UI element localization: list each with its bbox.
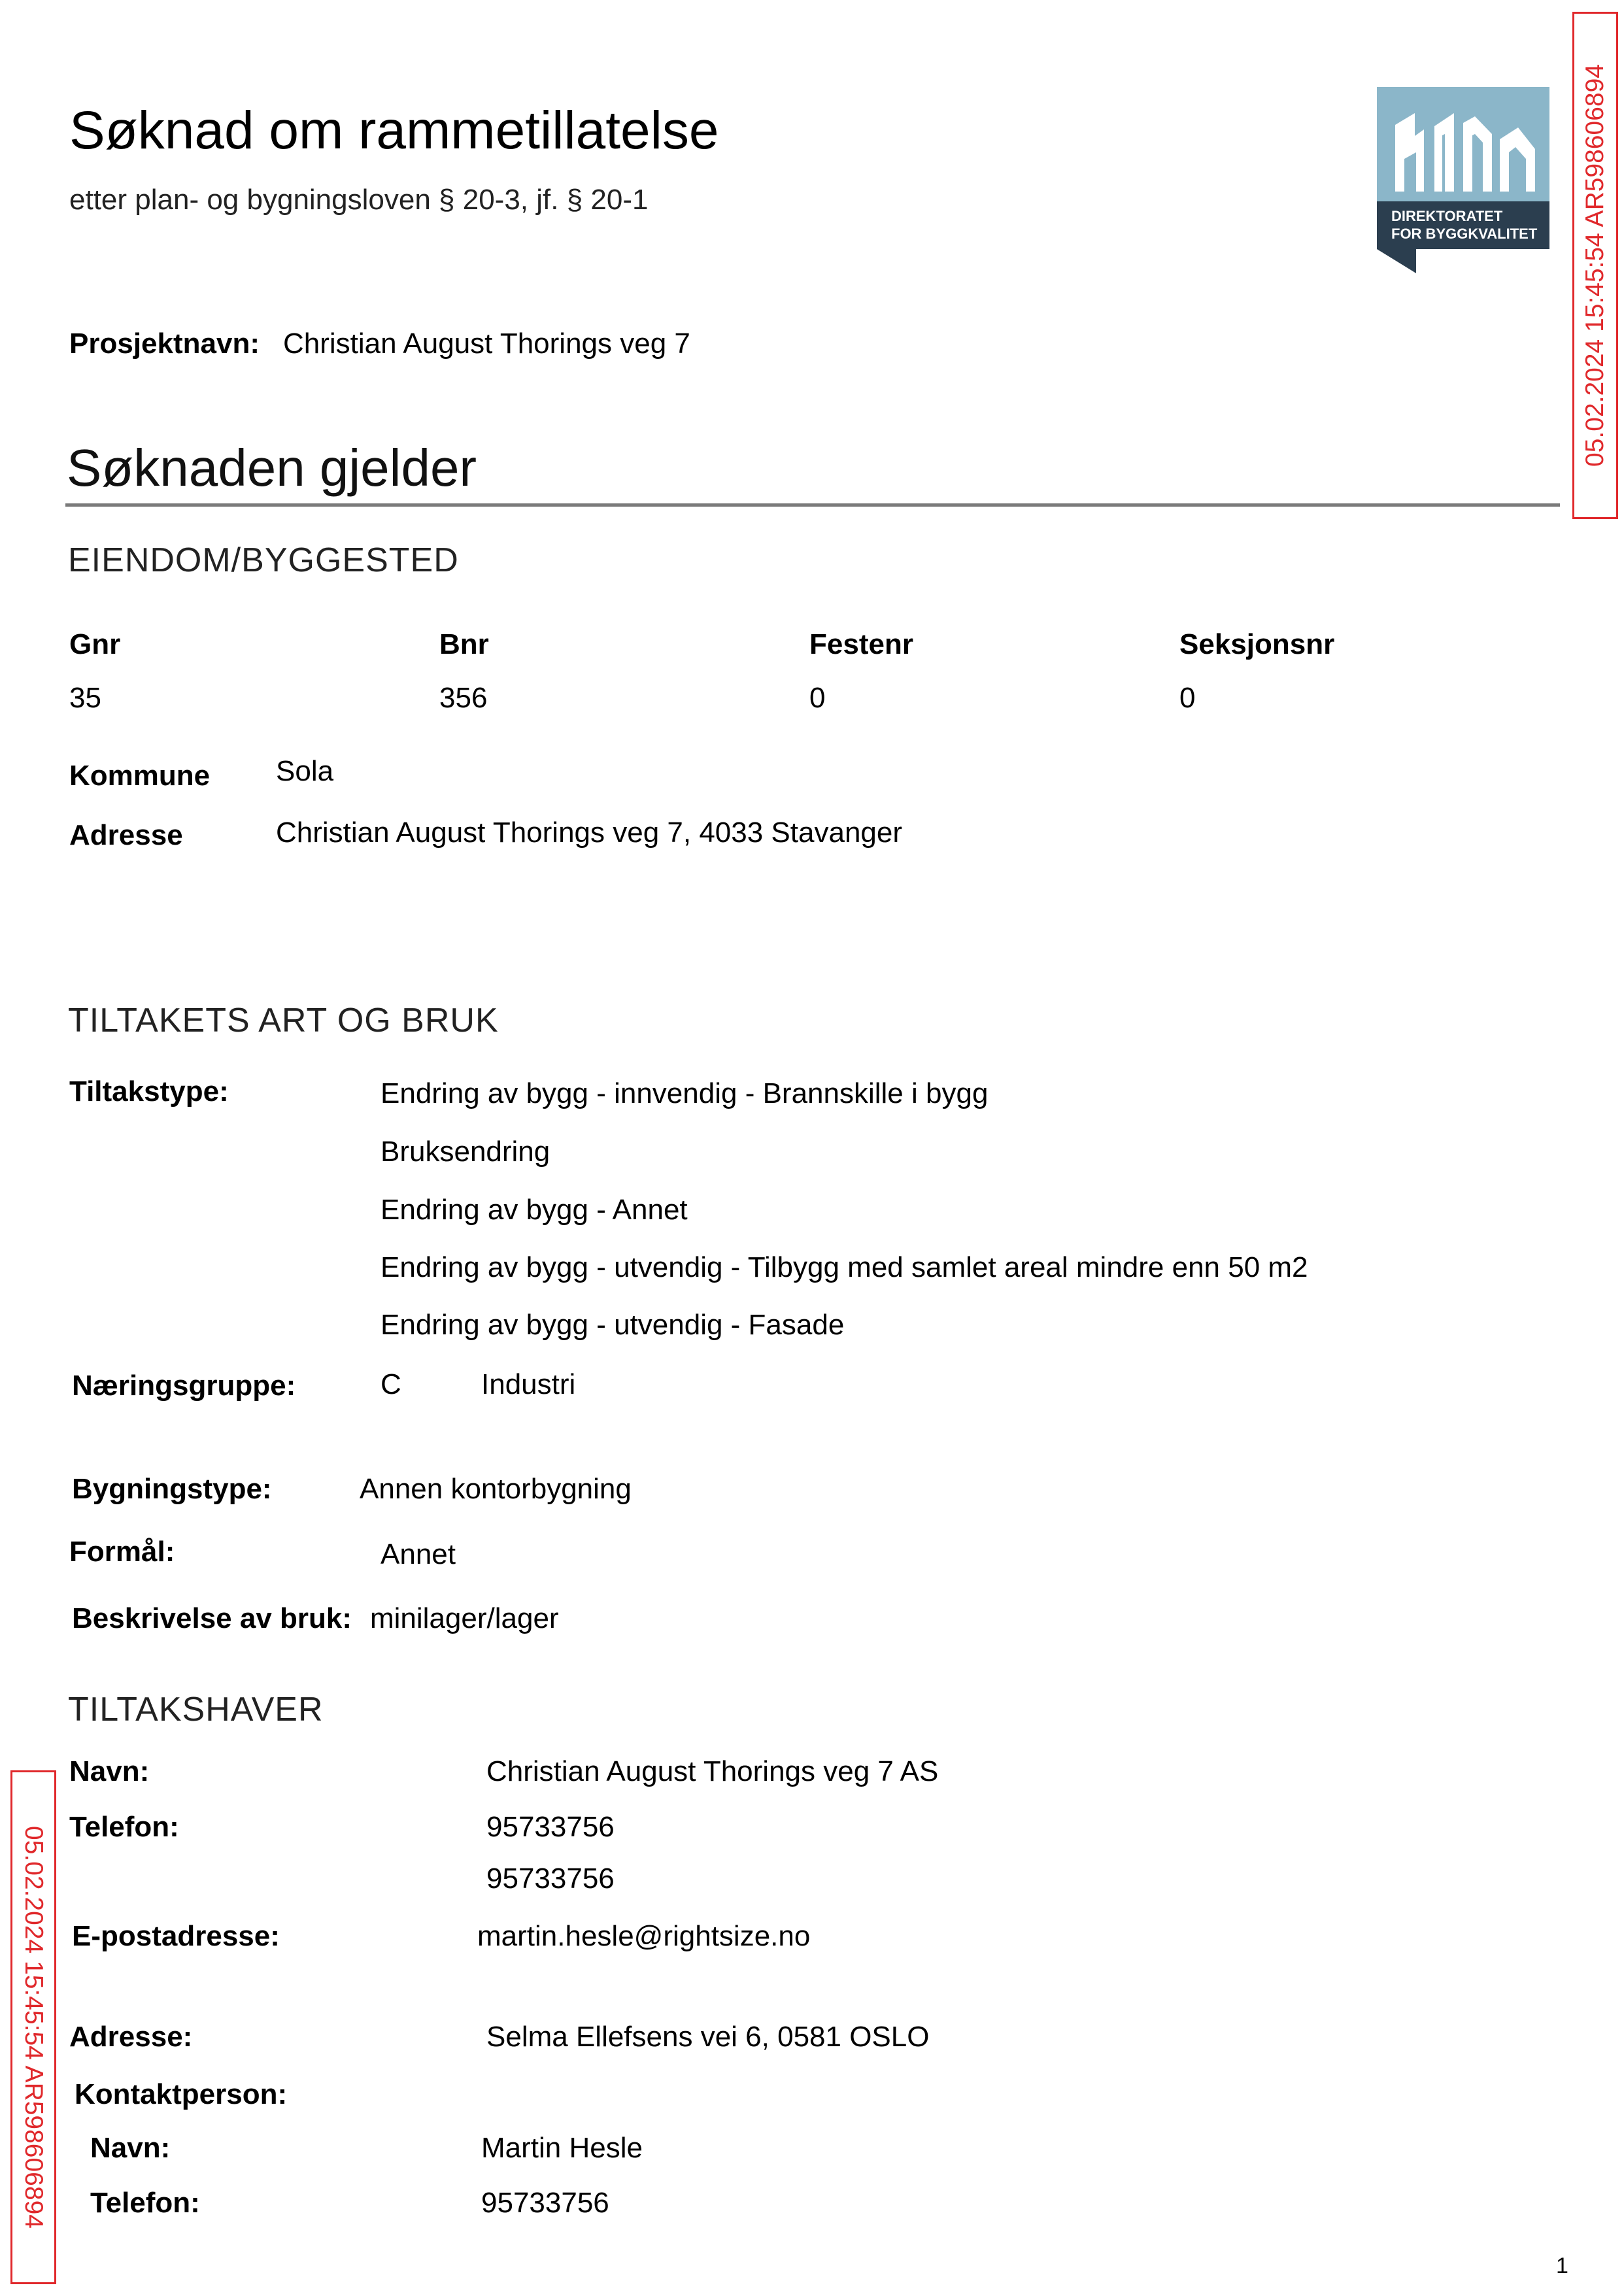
stamp-text-top: 05.02.2024 15:45:54 AR598606894	[1581, 64, 1609, 467]
project-name-value: Christian August Thorings veg 7	[283, 328, 690, 360]
section-divider	[65, 503, 1560, 507]
project-name-label: Prosjektnavn:	[69, 328, 260, 360]
measure-heading: TILTAKETS ART OG BRUK	[68, 1002, 499, 1039]
formal-label: Formål:	[69, 1536, 175, 1568]
kontakt-navn-label: Navn:	[90, 2132, 171, 2164]
kontakt-telefon-value: 95733756	[481, 2187, 609, 2219]
owner-navn-value: Christian August Thorings veg 7 AS	[486, 1755, 939, 1787]
tiltakstype-item: Endring av bygg - utvendig - Tilbygg med samlet areal mindre enn 50 m2	[381, 1251, 1308, 1283]
beskrivelse-bruk-value: minilager/lager	[370, 1602, 559, 1634]
owner-adresse-value: Selma Ellefsens vei 6, 0581 OSLO	[486, 2021, 930, 2053]
date-stamp-bottom	[10, 1770, 56, 2284]
application-heading: Søknaden gjelder	[67, 439, 477, 497]
logo-text-line1: DIREKTORATET	[1391, 208, 1503, 224]
gnr-value: 35	[69, 682, 101, 714]
owner-telefon-label: Telefon:	[69, 1811, 179, 1843]
adresse-value: Christian August Thorings veg 7, 4033 Stavanger	[276, 817, 903, 849]
naeringsgruppe-label: Næringsgruppe:	[72, 1370, 296, 1402]
beskrivelse-bruk-label: Beskrivelse av bruk:	[72, 1602, 352, 1634]
kommune-label: Kommune	[69, 760, 211, 792]
formal-value: Annet	[381, 1538, 456, 1570]
logo-text-line2: FOR BYGGKVALITET	[1391, 226, 1538, 242]
seksjonsnr-label: Seksjonsnr	[1179, 628, 1335, 660]
dibk-logo	[1377, 87, 1549, 273]
kontaktperson-label: Kontaktperson:	[75, 2078, 288, 2110]
naeringsgruppe-code: C	[381, 1368, 401, 1400]
gnr-label: Gnr	[69, 628, 121, 660]
bnr-label: Bnr	[439, 628, 489, 660]
owner-epost-value: martin.hesle@rightsize.no	[477, 1920, 811, 1952]
document-title: Søknad om rammetillatelse	[69, 101, 719, 160]
kommune-value: Sola	[276, 755, 334, 787]
document-subtitle: etter plan- og bygningsloven § 20-3, jf. § 20-1	[69, 184, 649, 216]
stamp-text-bottom: 05.02.2024 15:45:54 AR598606894	[20, 1826, 48, 2229]
tiltakstype-item: Endring av bygg - innvendig - Brannskille i bygg	[381, 1077, 989, 1109]
date-stamp-top	[1572, 12, 1618, 519]
tiltakstype-label: Tiltakstype:	[69, 1075, 229, 1107]
kontakt-telefon-label: Telefon:	[90, 2187, 200, 2219]
owner-navn-label: Navn:	[69, 1755, 150, 1787]
tiltakstype-item: Endring av bygg - Annet	[381, 1194, 688, 1226]
tiltakstype-item: Endring av bygg - utvendig - Fasade	[381, 1309, 845, 1341]
owner-adresse-label: Adresse:	[69, 2021, 193, 2053]
naeringsgruppe-value: Industri	[481, 1368, 576, 1400]
bnr-value: 356	[439, 682, 488, 714]
bygningstype-label: Bygningstype:	[72, 1473, 272, 1505]
owner-epost-label: E-postadresse:	[72, 1920, 280, 1952]
adresse-label: Adresse	[69, 819, 183, 851]
bygningstype-value: Annen kontorbygning	[360, 1473, 632, 1505]
festenr-value: 0	[809, 682, 826, 714]
tiltakstype-item: Bruksendring	[381, 1136, 550, 1168]
festenr-label: Festenr	[809, 628, 913, 660]
kontakt-navn-value: Martin Hesle	[481, 2132, 643, 2164]
property-heading: EIENDOM/BYGGESTED	[68, 541, 459, 579]
owner-telefon-value: 95733756	[486, 1811, 615, 1843]
page-number: 1	[1556, 2253, 1568, 2278]
owner-heading: TILTAKSHAVER	[68, 1691, 324, 1729]
seksjonsnr-value: 0	[1179, 682, 1196, 714]
owner-telefon-value-2: 95733756	[486, 1863, 615, 1895]
